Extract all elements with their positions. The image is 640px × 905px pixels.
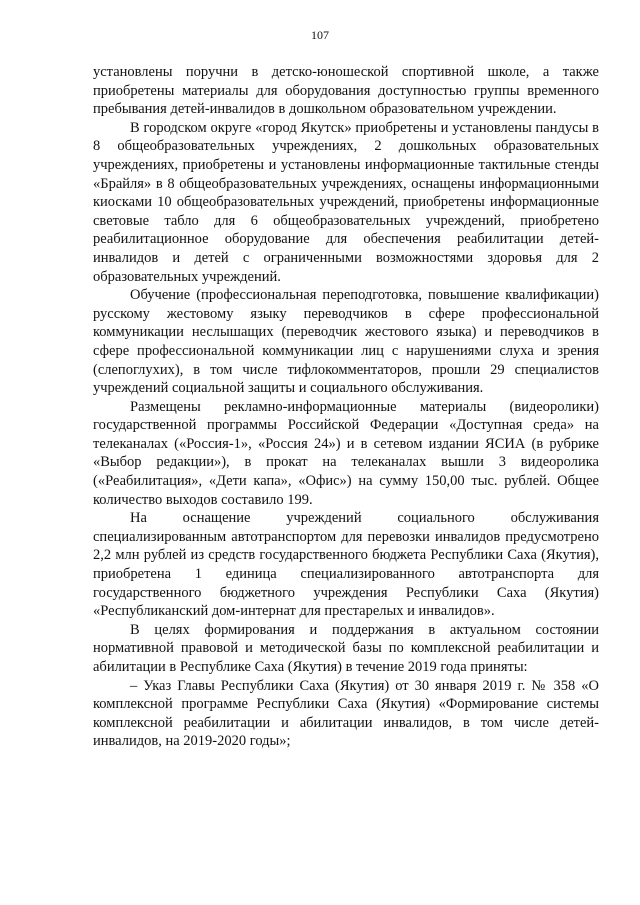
- document-body: [93, 63, 599, 751]
- paragraph-2: В городском округе «город Якутск» приобретены и установлены пандусы в 8 общеобразовательных учреждениях, 2 дошкольных образовательных учреждениях, приобретены и установлены информационные тактильные стенды «Брайля» в 8 общеобразовательных учреждениях, оснащены информационными киосками 10 общеобразовательных учреждений, приобретены информационные световые табло для 6 общеобразовательных учреждений, приобретено реабилитационное оборудование для обеспечения реабилитации детей-инвалидов и детей с ограниченными возможностями здоровья для 2 образовательных учреждений.: [93, 119, 599, 285]
- paragraph-1: установлены поручни в детско-юношеской спортивной школе, а также приобретены материалы для оборудования доступностью группы временного пребывания детей-инвалидов в дошкольном образовательном учреждении.: [93, 64, 599, 118]
- paragraph-3: Обучение (профессиональная переподготовка, повышение квалификации) русскому жестовому языку переводчиков в сфере профессиональной коммуникации неслышащих (переводчик жестового языка) и переводчиков в сфере профессиональной коммуникации лиц с нарушениями слуха и зрения (слепоглухих), в том числе тифлокомментаторов, прошли 29 специалистов учреждений социальной защиты и социального обслуживания.: [93, 287, 599, 397]
- paragraph-5: На оснащение учреждений социального обслуживания специализированным автотранспортом для перевозки инвалидов предусмотрено 2,2 млн рублей из средств государственного бюджета Республики Саха (Якутия), приобретена 1 единица специализированного автотранспорта для государственного бюджетного учреждения Республики Саха (Якутия) «Республиканский дом-интернат для престарелых и инвалидов».: [93, 510, 599, 620]
- paragraph-7: – Указ Главы Республики Саха (Якутия) от 30 января 2019 г. № 358 «О комплексной программе Республики Саха (Якутия) «Формирование системы комплексной реабилитации и абилитации инвалидов, в том числе детей-инвалидов, на 2019-2020 годы»;: [93, 677, 599, 750]
- paragraph-6: В целях формирования и поддержания в актуальном состоянии нормативной правовой и методической базы по комплексной реабилитации и абилитации в Республике Саха (Якутия) в течение 2019 года приняты:: [93, 621, 599, 675]
- paragraph-4: Размещены рекламно-информационные материалы (видеоролики) государственной программы Российской Федерации «Доступная среда» на телеканалах («Россия-1», «Россия 24») и в сетевом издании ЯСИА (в рубрике «Выбор редакции»), в прокат на телеканалах вышли 3 видеоролика («Реабилитация», «Дети капа», «Офис») на сумму 150,00 тыс. рублей. Общее количество выходов составило 199.: [93, 398, 599, 508]
- page-number: 107: [311, 28, 329, 42]
